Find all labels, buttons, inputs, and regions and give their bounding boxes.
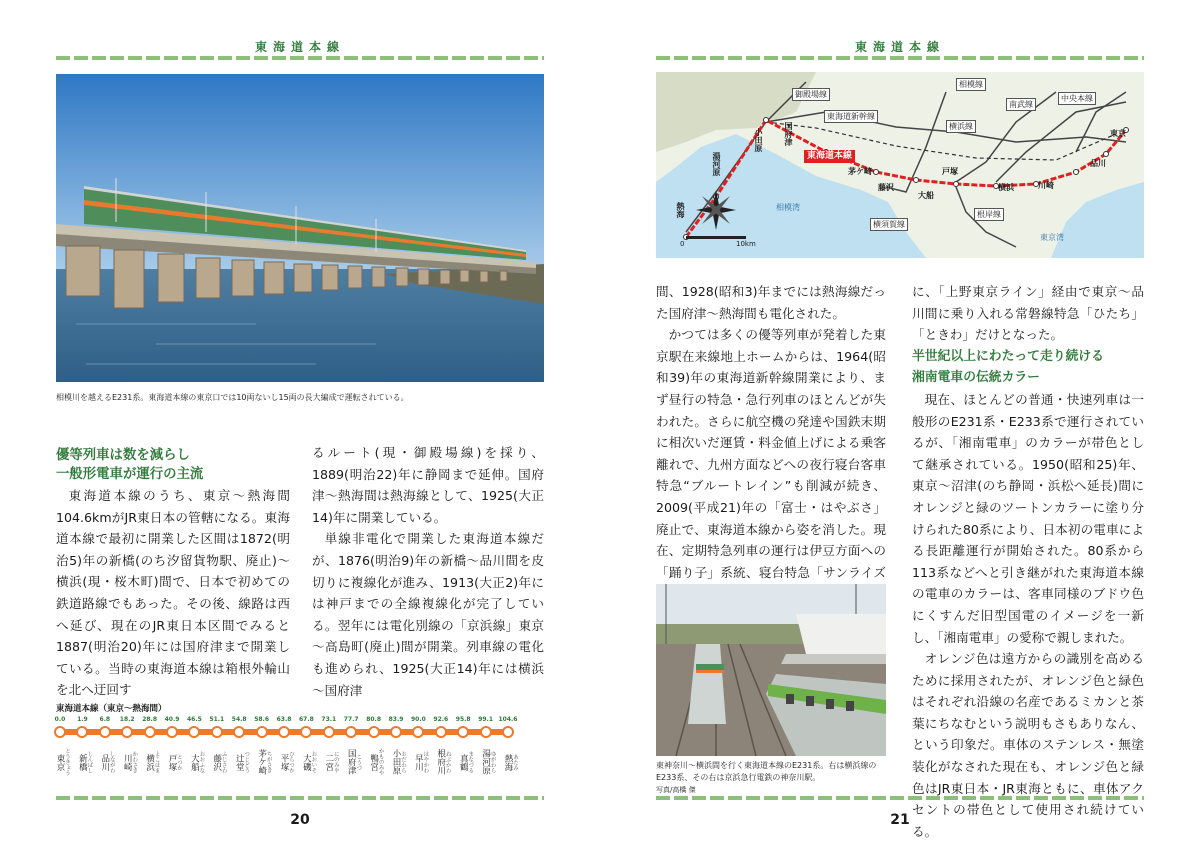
page-number-right: 21	[890, 812, 910, 828]
header-rule-right	[656, 56, 1144, 60]
map-station: 国府津	[784, 122, 793, 146]
station-name: 川崎	[122, 753, 133, 771]
station-dot	[412, 726, 424, 738]
map-sea-label: 東京湾	[1040, 233, 1064, 242]
station-name: 小田原	[391, 749, 401, 775]
compass-rose	[696, 190, 736, 230]
running-head-right: 東海道本線	[854, 40, 945, 54]
section-heading-left	[56, 446, 296, 484]
station-strip-title: 東海道本線（東京～熱海間）	[56, 704, 167, 714]
station-reading: よこはま	[153, 751, 160, 773]
station-km: 83.9	[388, 716, 404, 723]
map-line-label: 横須賀線	[870, 218, 908, 231]
station-name: 新橋	[77, 753, 88, 771]
body-column-4	[912, 281, 1144, 842]
station-dot	[278, 726, 290, 738]
map-scale-start: 0	[680, 240, 685, 248]
right-page	[600, 0, 1200, 852]
station-marker	[161, 716, 183, 784]
route-map	[656, 72, 1144, 258]
station-name: 大船	[189, 753, 200, 771]
station-name: 横浜	[144, 753, 155, 771]
body-paragraph: オレンジ色は遠方からの識別を高めるために採用されたが、オレンジ色と緑色はそれぞれ沿線の名産であるミカンと茶葉にちなむという説明もさもありなん、という印象だ。車体のステンレス・無塗装化がなされた現在も、オレンジ色と緑色はJR東日本・JR東海ともに、車体アクセントの帯色として使用され続けている。	[912, 651, 1144, 839]
station-km: 40.9	[164, 716, 180, 723]
station-marker	[452, 716, 474, 784]
map-station: 東京	[1110, 129, 1126, 138]
station-marker	[430, 716, 452, 784]
station-km: 73.1	[321, 716, 337, 723]
page-number-left: 20	[290, 812, 310, 828]
station-name: 根府川	[435, 749, 446, 775]
train-bridge-photo	[56, 74, 544, 382]
body-column-3	[656, 281, 886, 605]
header-rule-left	[56, 56, 544, 60]
station-dot	[121, 726, 133, 738]
station-dot	[166, 726, 178, 738]
body-column-2	[312, 442, 544, 701]
station-dot	[435, 726, 447, 738]
heading-line1: 優等列車は数を減らし	[56, 448, 190, 463]
station-dot	[54, 726, 66, 738]
station-dot	[390, 726, 402, 738]
station-reading: こうづ	[355, 753, 362, 771]
body-paragraph: に、「上野東京ライン」経由で東京～品川間に乗り入れる常磐線特急「ひたち」「ときわ」だけとなった。	[912, 284, 1144, 343]
station-reading: まなづる	[467, 751, 474, 773]
station-km: 63.8	[276, 716, 292, 723]
station-km: 28.8	[142, 716, 157, 723]
station-marker	[116, 716, 138, 784]
station-dot	[457, 726, 469, 738]
train-bridge-illustration	[56, 74, 544, 382]
map-station: 大船	[918, 191, 934, 200]
station-name: 湯河原	[480, 749, 491, 775]
station-name: 東京	[55, 753, 65, 771]
map-line-label: 中央本線	[1058, 92, 1096, 105]
station-name: 戸塚	[167, 753, 177, 771]
station-km: 80.8	[366, 716, 381, 723]
station-km: 90.0	[410, 716, 426, 723]
station-reading: とつか	[176, 753, 182, 771]
body-paragraph: 間、1928(昭和3)年までには熱海線だった国府津～熱海間も電化された。	[656, 284, 886, 321]
station-name: 国府津	[346, 749, 357, 775]
station-dot	[188, 726, 200, 738]
station-marker	[228, 716, 250, 784]
body-paragraph: 現在、ほとんどの普通・快速列車は一般形のE231系・E233系で運行されているが、「湘南電車」のカラーが帯色として継承されている。1950(昭和25)年、東京～沼津(のち静岡・浜松へ延長)間にオレンジと緑のツートンカラーに塗り分けられた80系により、日本初の電車による長距離運行が開始された。80系から113系などへと引き継がれた東海道本線の電車のカラーは、客車同様のブドウ色にくすんだ旧型国電のイメージを一新し、「湘南電車」の愛称で親しまれた。	[912, 391, 1144, 645]
map-main-line-label: 東海道本線	[804, 150, 855, 163]
station-name: 平塚	[279, 753, 289, 771]
station-marker	[407, 716, 429, 784]
station-marker	[71, 716, 93, 784]
station-reading: かものみや	[377, 748, 384, 776]
body-paragraph: かつては多くの優等列車が発着した東京駅在来線地上ホームからは、1964(昭和39)年の東海道新幹線開業により、まず昼行の特急・急行列車のほとんどが失われた。さらに航空機の発達や国鉄末期に相次いだ運賃・料金値上げによる乗客離れで、九州方面などへの夜行寝台客車特急“ブルートレイン”も削減が続き、2009(平成21)年の「富士・はやぶさ」廃止で、東海道本線から姿を消した。現在、定期特急列車の運行は伊豆方面への「踊り子」系統、寝台特急「サンライズ	[656, 327, 886, 580]
station-reading: かわさき	[131, 751, 138, 773]
station-dot	[256, 726, 268, 738]
photo-caption-left: 相模川を越えるE231系。東海道本線の東京口では10両ないし15両の長大編成で運転されている。	[56, 393, 409, 402]
station-marker	[318, 716, 340, 784]
body-column-1	[56, 485, 290, 701]
station-km: 58.6	[254, 716, 269, 723]
map-station: 小田原	[754, 128, 763, 152]
station-km: 18.2	[119, 716, 135, 723]
station-km: 51.1	[209, 716, 225, 723]
map-line-label: 根岸線	[974, 208, 1004, 221]
station-dot	[300, 726, 312, 738]
map-station: 藤沢	[878, 183, 894, 192]
station-reading: ちがさき	[265, 751, 272, 773]
map-station: 横浜	[998, 183, 1014, 192]
map-station: 熱海	[676, 202, 685, 218]
station-name: 茅ケ崎	[256, 749, 267, 775]
station-name: 真鶴	[458, 753, 469, 771]
station-dot	[345, 726, 357, 738]
station-marker	[251, 716, 273, 784]
station-km: 6.8	[99, 716, 111, 723]
station-marker	[94, 716, 116, 784]
station-marker	[363, 716, 385, 784]
map-station: 戸塚	[942, 167, 958, 176]
footer-rule-left	[56, 796, 544, 800]
station-reading: ねぶかわ	[444, 751, 451, 773]
station-reading: ふじさわ	[220, 751, 227, 773]
station-name: 品川	[99, 753, 110, 771]
station-illustration	[656, 584, 886, 756]
station-dot	[480, 726, 492, 738]
station-reading: はやかわ	[422, 751, 429, 773]
station-marker	[340, 716, 362, 784]
map-line-label: 南武線	[1006, 98, 1036, 111]
running-head-left: 東海道本線	[254, 40, 345, 54]
map-station: 川崎	[1038, 181, 1054, 190]
station-name: 熱海	[503, 753, 513, 771]
station-km: 99.1	[478, 716, 493, 723]
station-km: 54.8	[231, 716, 247, 723]
station-reading: おおいそ	[310, 751, 317, 773]
station-strip	[50, 716, 520, 796]
station-marker	[139, 716, 161, 784]
section-heading-right-line2: 湘南電車の伝統カラー	[912, 370, 1040, 386]
map-line-label: 相模線	[956, 78, 986, 91]
station-km: 1.9	[77, 716, 88, 723]
station-dot	[502, 726, 514, 738]
station-name: 鴨宮	[368, 753, 379, 771]
station-km: 46.5	[186, 716, 202, 723]
body-paragraph: 東海道本線のうち、東京～熱海間104.6kmがJR東日本の管轄になる。東海道本線で最初に開業した区間は1872(明治5)年の新橋(のち汐留貨物駅、廃止)～横浜(現・桜木町)間で、日本で初めての鉄道路線でもあった。その後、線路は西へ延び、現在のJR東日本区間でみると1887(明治20)年には国府津まで開業している。当時の東海道本線は箱根外輪山を北へ迂回す	[56, 488, 290, 698]
station-reading: つじどう	[243, 751, 250, 773]
station-reading: とうきょう	[64, 748, 70, 776]
map-scale-end: 10km	[736, 240, 756, 248]
map-station: 湯河原	[712, 152, 721, 176]
station-reading: おおふな	[198, 751, 205, 773]
station-reading: にのみや	[332, 751, 339, 773]
station-dot	[323, 726, 335, 738]
station-reading: しんばし	[86, 751, 93, 773]
station-marker	[49, 716, 71, 784]
station-km: 95.8	[455, 716, 471, 723]
map-line-label: 御殿場線	[792, 88, 830, 101]
station-marker	[295, 716, 317, 784]
map-station: 茅ケ崎	[848, 167, 872, 176]
station-name: 早川	[413, 753, 424, 771]
station-km: 0.0	[54, 716, 66, 723]
station-km: 104.6	[498, 716, 518, 723]
station-dot	[99, 726, 111, 738]
body-paragraph: るルート(現・御殿場線)を採り、1889(明治22)年に静岡まで延伸。国府津～熱海間は熱海線として、1925(大正14)年に開業している。	[312, 445, 544, 525]
station-name: 大磯	[301, 753, 312, 771]
station-dot	[211, 726, 223, 738]
station-reading: ひらつか	[288, 751, 294, 773]
station-dot	[368, 726, 380, 738]
map-sea-label: 相模湾	[776, 203, 800, 212]
station-photo	[656, 584, 886, 756]
photo-credit: 写真/高橋 傑	[656, 786, 696, 794]
station-marker	[273, 716, 295, 784]
station-reading: しながわ	[108, 751, 115, 773]
station-name: 辻堂	[234, 753, 245, 771]
map-line-label: 横浜線	[946, 120, 976, 133]
station-reading: あたみ	[512, 753, 518, 771]
body-paragraph: 単線非電化で開業した東海道本線だが、1876(明治9)年の新橋～品川間を皮切りに複線化が進み、1913(大正2)年には神戸までの全線複線化が完了している。翌年には電化別線の「京浜線」東京～高島町(廃止)間が開業。列車線の電化も進められ、1925(大正14)年には横浜～国府津	[312, 531, 544, 698]
station-km: 67.8	[298, 716, 314, 723]
station-km: 77.7	[343, 716, 359, 723]
station-name: 二宮	[323, 753, 334, 771]
map-station: 品川	[1090, 159, 1106, 168]
station-dot	[233, 726, 245, 738]
station-name: 藤沢	[211, 753, 222, 771]
station-reading: ゆがわら	[489, 751, 496, 773]
station-dot	[144, 726, 156, 738]
map-line-label: 東海道新幹線	[824, 110, 878, 123]
station-dot	[76, 726, 88, 738]
station-km: 92.6	[433, 716, 449, 723]
section-heading-right-line1: 半世紀以上にわたって走り続ける	[912, 348, 1104, 364]
station-marker	[385, 716, 407, 784]
station-marker	[183, 716, 205, 784]
station-marker	[206, 716, 228, 784]
heading-line2: 一般形電車が運行の主流	[56, 467, 204, 482]
station-marker	[475, 716, 497, 784]
photo-caption-right: 東神奈川～横浜間を行く東海道本線のE231系。右は横浜線のE233系、その右は京浜急行電鉄の神奈川駅。	[656, 761, 877, 782]
station-reading: おだわら	[400, 751, 406, 773]
station-marker	[497, 716, 519, 784]
footer-rule-right	[656, 796, 1144, 800]
